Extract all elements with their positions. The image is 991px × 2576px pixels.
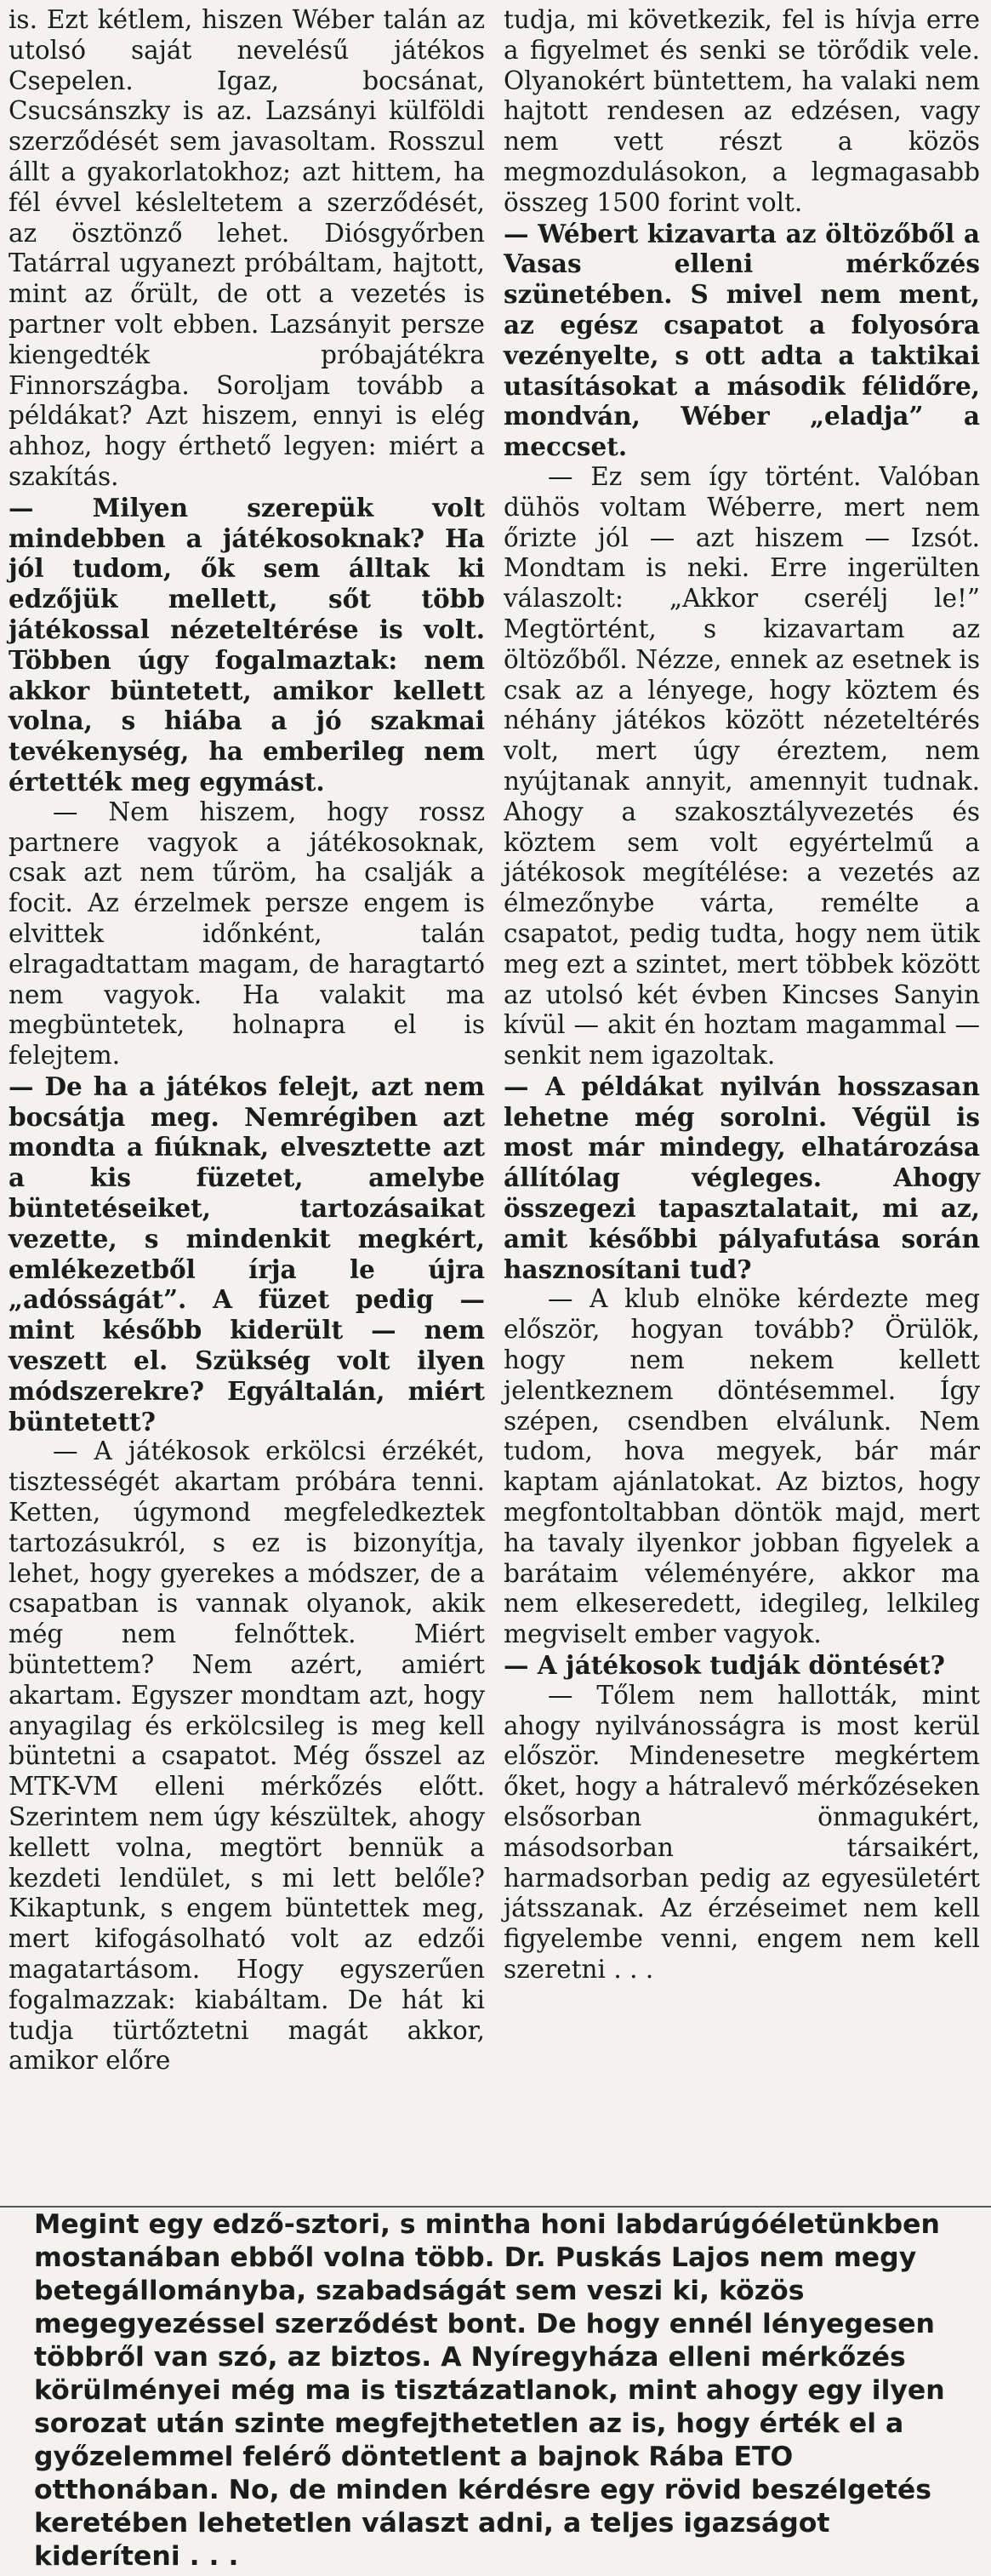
paragraph: — Nem hiszem, hogy rossz partnere vagyok a játékosoknak, csak azt nem tűröm, ha csalják a focit. Az érzelmek persze engem is elvittek időnként, talán elragadtattam magam, de haragtartó nem vagyok. Ha valakit ma megbüntetek, holnapra el is felejtem.	[9, 797, 485, 1071]
question-paragraph: — Wébert kizavarta az öltözőből a Vasas elleni mérkőzés szünetében. S mivel nem ment, az egész csapatot a folyosóra vezényelte, s ott adta a taktikai utasításokat a második félidőre, mondván, Wéber „eladja” a meccset.	[504, 218, 980, 462]
paragraph: — A klub elnöke kérdezte meg először, hogyan tovább? Örülök, hogy nem nekem kellett jelentkeznem döntésemmel. Így szépen, csendben elválunk. Nem tudom, hova megyek, bár már kaptam ajánlatokat. Az biztos, hogy megfontoltabban döntök majd, mert ha tavaly ilyenkor jobban figyelek a barátaim véleményére, akkor ma nem elkeseredett, idegileg, lelkileg megviselt ember vagyok.	[504, 1284, 980, 1649]
left-column	[9, 5, 485, 2179]
question-paragraph: — De ha a játékos felejt, azt nem bocsátja meg. Nemrégiben azt mondta a fiúknak, elvesztette azt a kis füzetet, amelybe büntetéseiket, tartozásaikat vezette, s mindenkit megkért, emlékezetből írja le újra „adósságát”. A füzet pedig — mint később kiderült — nem veszett el. Szükség volt ilyen módszerekre? Egyáltalán, miért büntetett?	[9, 1071, 485, 1437]
paragraph: — Tőlem nem hallották, mint ahogy nyilvánosságra is most kerül először. Mindenesetre megkértem őket, hogy a hátralevő mérkőzéseken elsősorban önmagukért, másodsorban társaikért, harmadsorban pedig az egyesületért játsszanak. Az érzéseimet nem kell figyelembe venni, engem nem kell szeretni . . .	[504, 1680, 980, 1984]
section-divider	[0, 2206, 991, 2208]
question-paragraph: — Milyen szerepük volt mindebben a játékosoknak? Ha jól tudom, ők sem álltak ki edzőjük mellett, sőt több játékossal nézeteltérése is volt. Többen úgy fogalmaztak: nem akkor büntetett, amikor kellett volna, s hiába a jó szakmai tevékenység, ha emberileg nem értették meg egymást.	[9, 492, 485, 797]
question-paragraph: — A játékosok tudják döntését?	[504, 1650, 945, 1681]
question-paragraph: — A példákat nyilván hosszasan lehetne még sorolni. Végül is most már mindegy, elhatározása állítólag végleges. Ahogy összegezi tapasztalatait, mi az, amit későbbi pályafutása során hasznosítani tud?	[504, 1071, 980, 1284]
right-column	[504, 5, 980, 2179]
paragraph: tudja, mi következik, fel is hívja erre a figyelmet és senki se törődik vele. Olyanokért büntettem, ha valaki nem hajtott rendesen az edzésen, vagy nem vett részt a közös megmozdulásokon, a legmagasabb összeg 1500 forint volt.	[504, 5, 980, 217]
paragraph: — Ez sem így történt. Valóban dühös voltam Wéberre, mert nem őrizte jól — azt hiszem — Izsót. Mondtam is neki. Erre ingerülten válaszolt: „Akkor cserélj le!” Megtörtént, s kizavartam az öltözőből. Nézze, ennek az esetnek is csak az a lényege, hogy köztem és néhány játékos között nézeteltérés volt, mert úgy éreztem, nem nyújtanak annyit, amennyit tudnak. Ahogy a szakosztályvezetés és köztem sem volt egyértelmű a játékosok megítélése: a vezetés az élmezőnybe várta, remélte a csapatot, pedig tudta, hogy nem ütik meg ezt a szintet, mert többek között az utolsó két évben Kincses Sanyin kívül — akit én hoztam magammal — senkit nem igazoltak.	[504, 461, 980, 1071]
article-columns	[9, 5, 982, 2179]
paragraph: is. Ezt kétlem, hiszen Wéber talán az utolsó saját nevelésű játékos Csepelen. Igaz, bocsánat, Csucsánszky is az. Lazsányi külföldi szerződését sem javasoltam. Rosszul állt a gyakorlatokhoz; azt hittem, ha fél évvel késleltetem a szerződését, az ösztönző lehet. Diósgyőrben Tatárral ugyanezt próbáltam, hajtott, mint az őrült, de ott a vezetés is partner volt ebben. Lazsányit persze kiengedték próbajátékra Finnországba. Soroljam tovább a példákat? Azt hiszem, ennyi is elég ahhoz, hogy érthető legyen: miért a szakítás.	[9, 5, 485, 491]
paragraph: — A játékosok erkölcsi érzékét, tisztességét akartam próbára tenni. Ketten, úgymond megfeledkeztek tartozásukról, s ez is bizonyítja, lehet, hogy gyerekes a módszer, de a csapatban is vannak olyanok, akik még nem felnőttek. Miért büntettem? Nem azért, amiért akartam. Egyszer mondtam azt, hogy anyagilag és erkölcsileg is meg kell büntetni a csapatot. Még ősszel az MTK-VM elleni mérkőzés előtt. Szerintem nem úgy készültek, ahogy kellett volna, megtört bennük a kezdeti lendület, s mi lett belőle? Kikaptunk, s engem büntettek meg, mert kifogásolható volt az edzői magatartásom. Hogy egyszerűen fogalmazzak: kiabáltam. De hát ki tudja türtőztetni magát akkor, amikor előre	[9, 1437, 485, 2076]
lead-paragraph: Megint egy edző-sztori, s mintha honi labdarúgóéletünkben mostanában ebből volna több. Dr. Puskás Lajos nem megy betegállományba, szabadságát sem veszi ki, közös megegyezéssel szerződést bont. De hogy ennél lényegesen többről van szó, az biztos. A Nyíregyháza elleni mérkőzés körülményei még ma is tisztázatlanok, mint ahogy egy ilyen sorozat után szinte megfejthetetlen az is, hogy érték el a győzelemmel felérő döntetlent a bajnok Rába ETO otthonában. No, de minden kérdésre egy rövid beszélgetés keretében lehetetlen választ adni, a teljes igazságot kideríteni . . .	[34, 2209, 945, 2572]
